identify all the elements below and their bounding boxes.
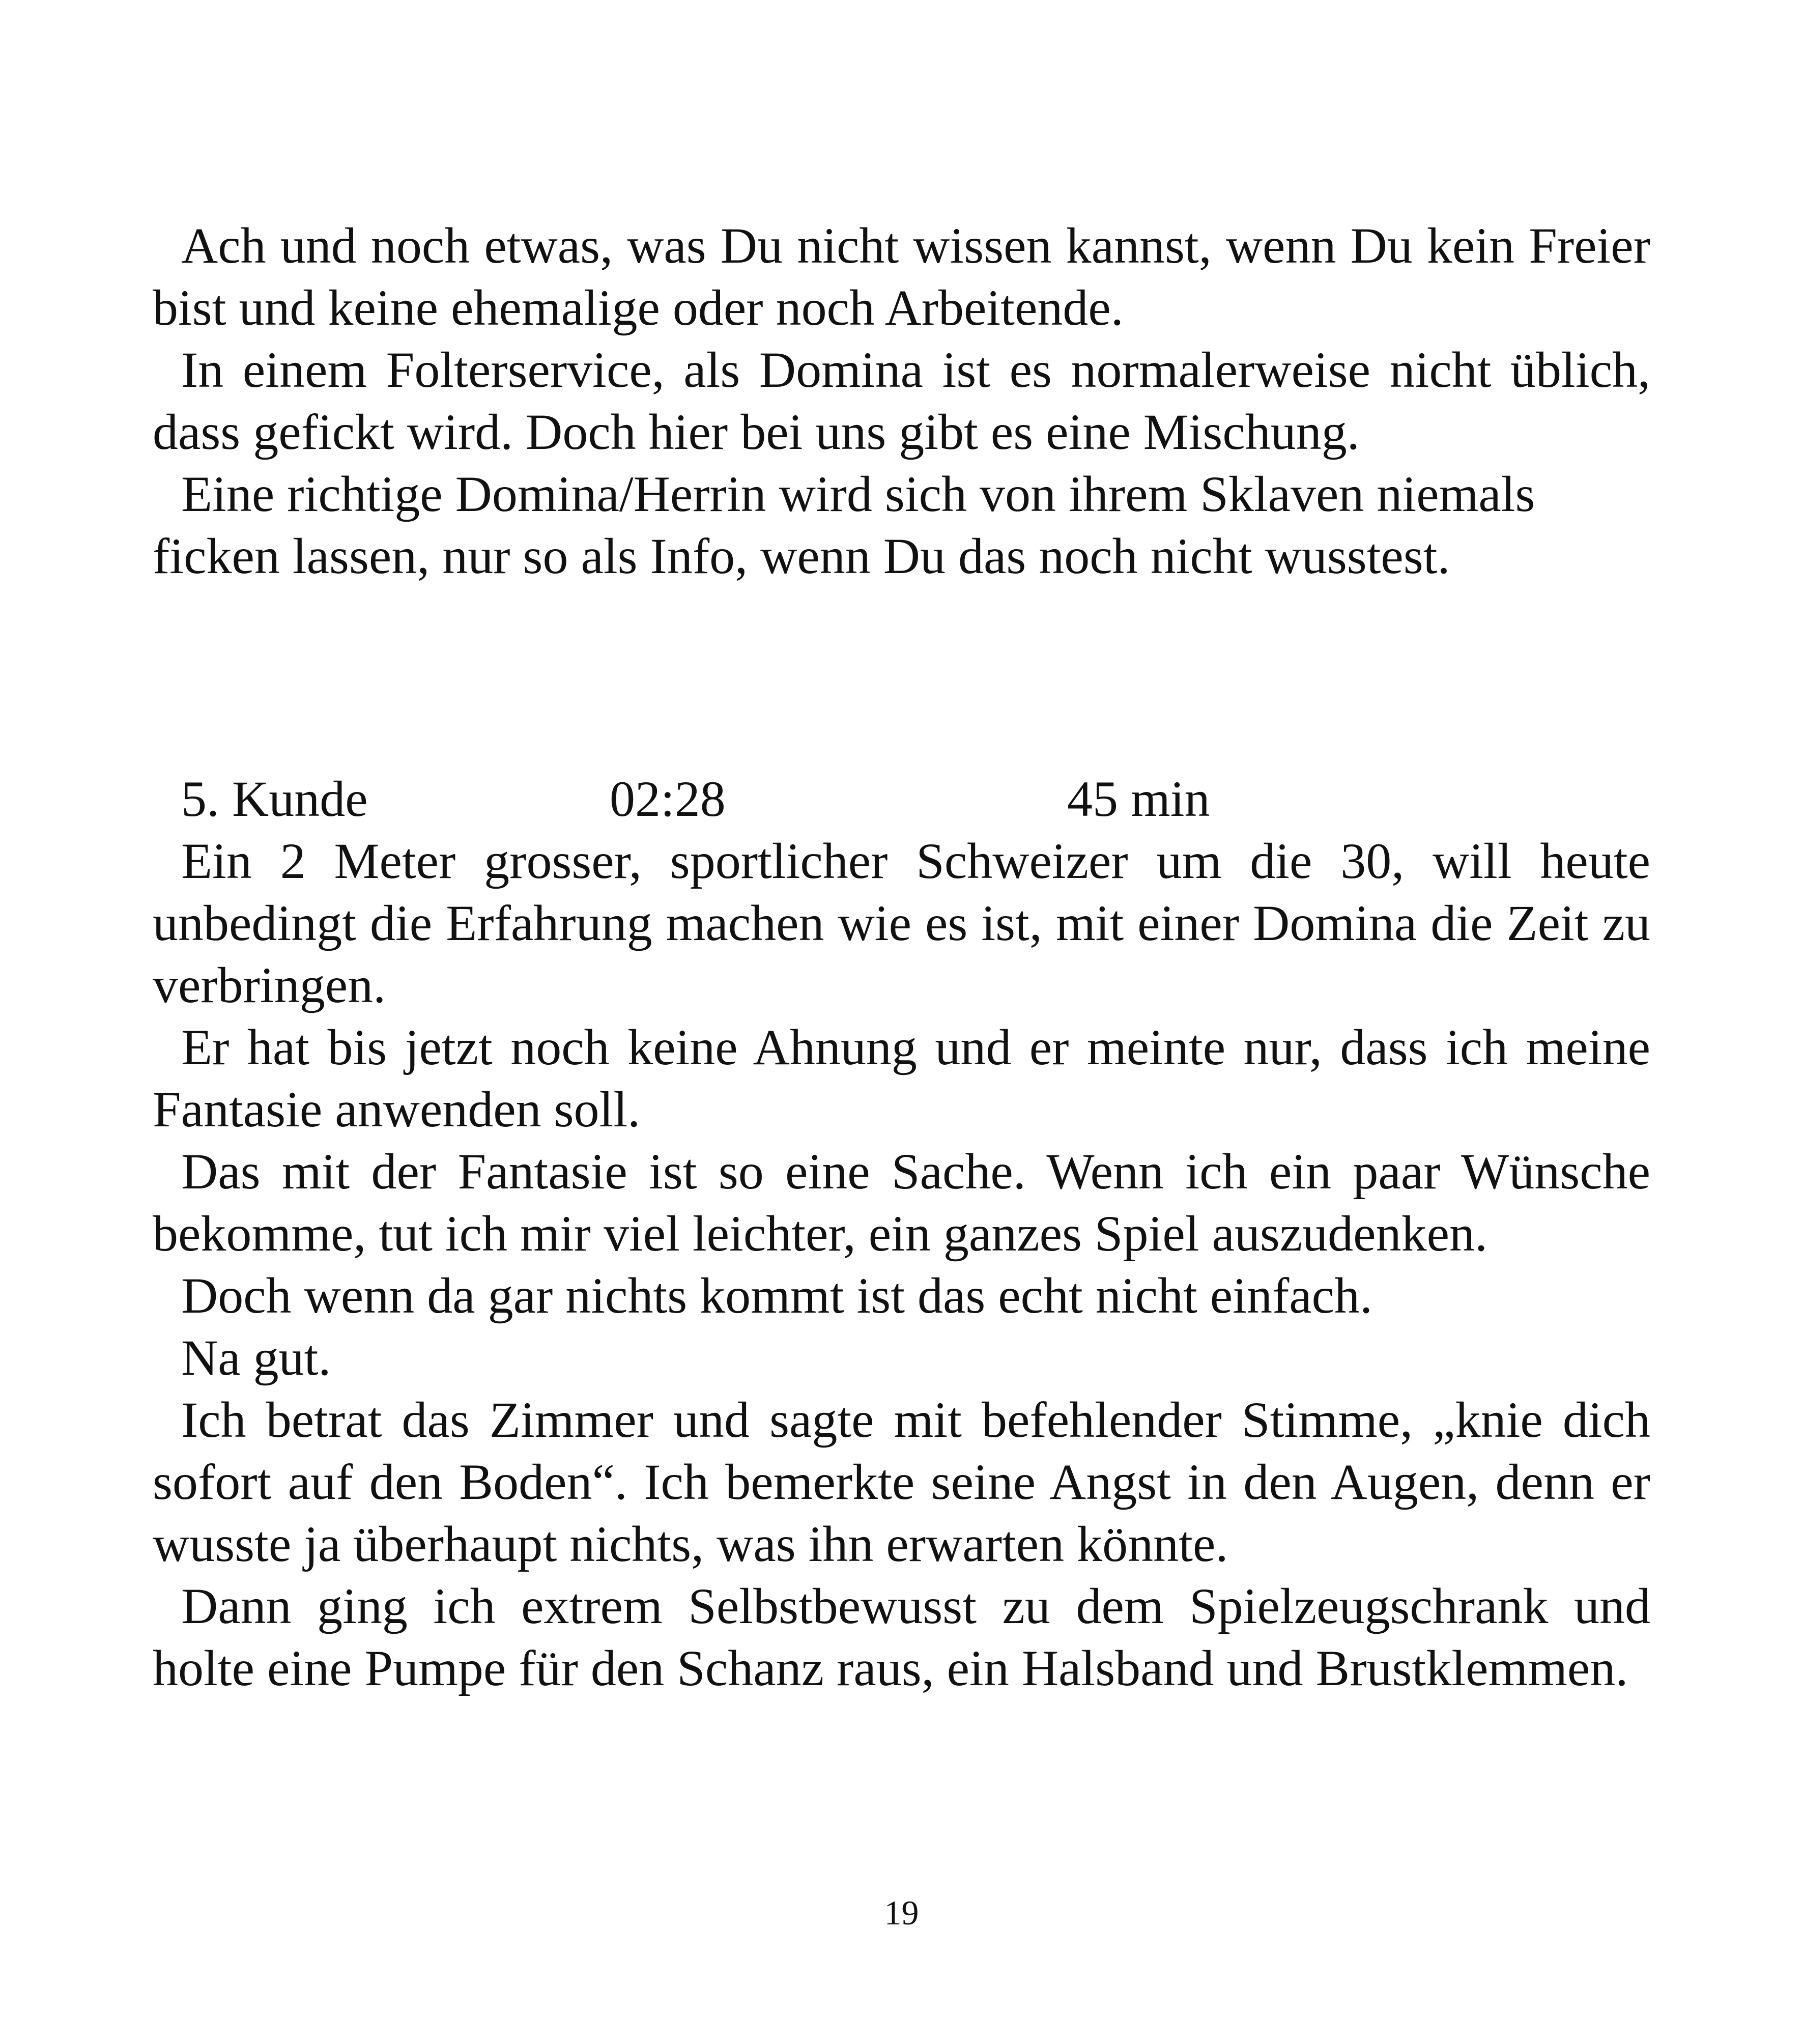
client-entry-section: [153, 768, 1650, 1699]
entry-duration: 45 min: [1067, 771, 1210, 827]
paragraph: Na gut.: [181, 1329, 331, 1386]
page-number: 19: [884, 1893, 919, 1932]
entry-header: [153, 768, 1650, 830]
paragraph: Er hat bis jetzt noch keine Ahnung und er meinte nur, dass ich meine Fantasie anwenden soll.: [153, 1019, 1650, 1138]
entry-time: 02:28: [610, 771, 726, 827]
paragraph: Das mit der Fantasie ist so eine Sache. Wenn ich ein paar Wünsche bekomme, tut ich mir viel leichter, ein ganzes Spiel auszudenken.: [153, 1143, 1650, 1262]
paragraph: Dann ging ich extrem Selbstbewusst zu dem Spielzeugschrank und holte eine Pumpe für den Schanz raus, ein Halsband und Brustklemmen.: [153, 1578, 1650, 1696]
entry-number-label: 5. Kunde: [181, 771, 368, 827]
paragraph: Ach und noch etwas, was Du nicht wissen kannst, wenn Du kein Freier bist und keine ehemalige oder noch Arbeitende.: [153, 217, 1650, 336]
intro-section: [153, 215, 1650, 587]
paragraph: Doch wenn da gar nichts kommt ist das echt nicht einfach.: [181, 1267, 1373, 1324]
paragraph: Ein 2 Meter grosser, sportlicher Schweizer um die 30, will heute unbedingt die Erfahrung machen wie es ist, mit einer Domina die Zeit zu verbringen.: [153, 833, 1650, 1013]
paragraph: In einem Folterservice, als Domina ist es normalerweise nicht üblich, dass gefickt wird. Doch hier bei uns gibt es eine Mischung.: [153, 342, 1650, 460]
paragraph: Eine richtige Domina/Herrin wird sich von ihrem Sklaven niemals ficken lassen, nur so als Info, wenn Du das noch nicht wusstest.: [153, 466, 1535, 584]
paragraph: Ich betrat das Zimmer und sagte mit befehlender Stimme, „knie dich sofort auf den Boden“. Ich bemerkte seine Angst in den Augen, denn er wusste ja überhaupt nichts, was ihn erwarten könnte.: [153, 1392, 1650, 1572]
